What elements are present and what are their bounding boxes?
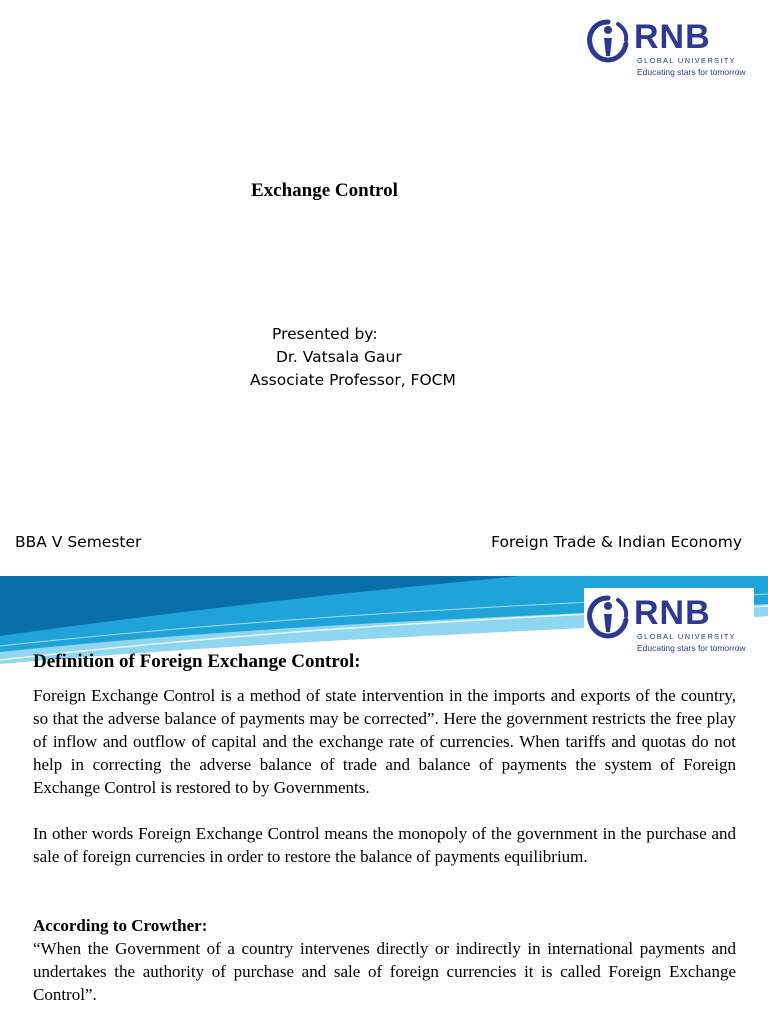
definition-heading: Definition of Foreign Exchange Control: <box>33 651 361 672</box>
crowther-quote: “When the Government of a country intervenes directly or indirectly in international payments and undertakes the authority of purchase and sale of foreign currencies it is called Foreign Exchange Control”. <box>33 939 736 1004</box>
logo-wordmark: RNB <box>634 594 711 632</box>
footer-course: Foreign Trade & Indian Economy <box>491 533 742 551</box>
definition-slide <box>0 576 768 1024</box>
logo-subtitle: GLOBAL UNIVERSITY <box>637 56 736 65</box>
rnb-logo-emblem-icon <box>584 592 632 644</box>
other-words-paragraph: In other words Foreign Exchange Control means the monopoly of the government in the purchase and sale of foreign currencies in order to restore the balance of payments equilibrium. <box>33 824 736 866</box>
slide-title: Exchange Control <box>251 180 398 201</box>
presenter-label: Presented by: <box>272 325 378 343</box>
definition-paragraph: Foreign Exchange Control is a method of state intervention in the imports and exports of the country, so that the adverse balance of payments may be corrected”. Here the government restricts the free play of inflow and outflow of capital and the exchange rate of currencies. When tariffs and quotas do not help in correcting the adverse balance of trade and balance of payments the system of Foreign Exchange Control is restored to by Governments. <box>33 686 736 797</box>
presenter-name: Dr. Vatsala Gaur <box>276 348 402 366</box>
logo-wordmark: RNB <box>634 18 711 56</box>
crowther-heading: According to Crowther: <box>33 916 208 935</box>
footer-semester: BBA V Semester <box>15 533 142 551</box>
logo-subtitle: GLOBAL UNIVERSITY <box>637 632 736 641</box>
rnb-logo-emblem-icon <box>584 16 632 68</box>
university-logo <box>584 592 754 654</box>
university-logo <box>584 16 754 78</box>
logo-tagline: Educating stars for tomorrow <box>637 643 746 653</box>
presenter-role: Associate Professor, FOCM <box>250 371 456 389</box>
logo-tagline: Educating stars for tomorrow <box>637 67 746 77</box>
